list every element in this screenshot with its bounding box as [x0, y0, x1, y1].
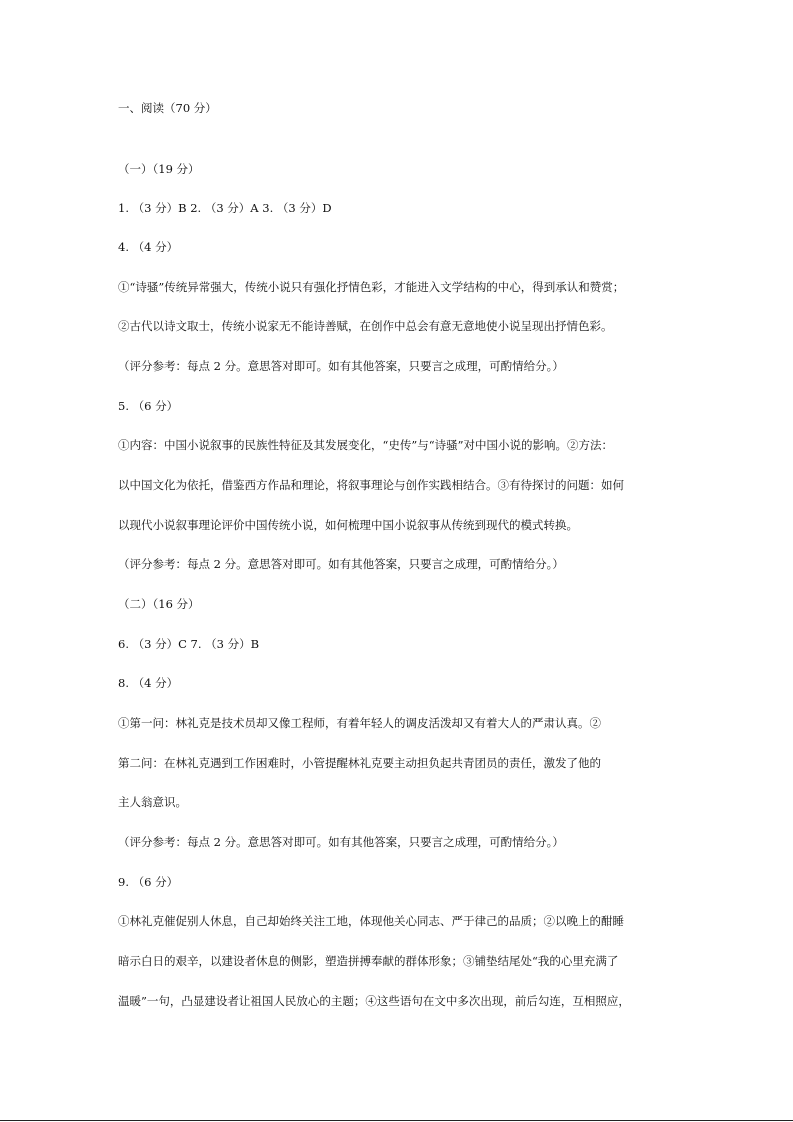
answer-line-6-7: 6. （3 分）C 7. （3 分）B	[118, 637, 260, 651]
scoring-note: （评分参考：每点 2 分。意思答对即可。如有其他答案，只要言之成理，可酌情给分。）	[118, 359, 564, 373]
question-5-heading: 5. （6 分）	[118, 399, 179, 413]
answer-4-point-1: ①“诗骚”传统异常强大，传统小说只有强化抒情色彩，才能进入文学结构的中心，得到承认和赞赏；	[118, 280, 625, 294]
answer-5-line-3: 以现代小说叙事理论评价中国传统小说，如何梳理中国小说叙事从传统到现代的模式转换。	[118, 518, 578, 532]
scoring-note: （评分参考：每点 2 分。意思答对即可。如有其他答案，只要言之成理，可酌情给分。）	[118, 557, 564, 571]
answer-8-line-2: 第二问：在林礼克遇到工作困难时，小管提醒林礼克要主动担负起共青团员的责任，激发了他的	[118, 756, 601, 770]
answer-8-line-3: 主人翁意识。	[118, 795, 187, 809]
question-4-heading: 4. （4 分）	[118, 240, 179, 254]
answer-5-line-2: 以中国文化为依托，借鉴西方作品和理论，将叙事理论与创作实践相结合。③有待探讨的问题：如何	[118, 478, 624, 492]
answer-5-line-1: ①内容：中国小说叙事的民族性特征及其发展变化，“史传”与“诗骚”对中国小说的影响。②方法：	[118, 438, 614, 452]
answer-9-line-2: 暗示白日的艰辛，以建设者休息的侧影，塑造拼搏奉献的群体形象；③铺垫结尾处“我的心里充满了	[118, 954, 619, 968]
answer-8-line-1: ①第一问：林礼克是技术员却又像工程师，有着年轻人的调皮活泼却又有着大人的严肃认真。②	[118, 716, 601, 730]
question-8-heading: 8. （4 分）	[118, 676, 179, 690]
answer-9-line-3: 温暖”一句，凸显建设者让祖国人民放心的主题；④这些语句在文中多次出现，前后勾连，互相照应，	[118, 994, 630, 1008]
answer-line-1-3: 1. （3 分）B 2. （3 分）A 3. （3 分）D	[118, 201, 332, 215]
answer-4-point-2: ②古代以诗文取士，传统小说家无不能诗善赋，在创作中总会有意无意地使小说呈现出抒情色彩。	[118, 319, 613, 333]
answer-9-line-1: ①林礼克催促别人休息，自己却始终关注工地，体现他关心同志、严于律己的品质；②以晚上的酣睡	[118, 914, 624, 928]
question-9-heading: 9. （6 分）	[118, 875, 179, 889]
subsection-heading-two: （二）（16 分）	[118, 597, 200, 611]
scoring-note: （评分参考：每点 2 分。意思答对即可。如有其他答案，只要言之成理，可酌情给分。）	[118, 835, 564, 849]
page-bottom-divider	[0, 1120, 793, 1121]
section-heading-reading: 一、阅读（70 分）	[118, 101, 217, 115]
subsection-heading-one: （一）（19 分）	[118, 162, 200, 176]
